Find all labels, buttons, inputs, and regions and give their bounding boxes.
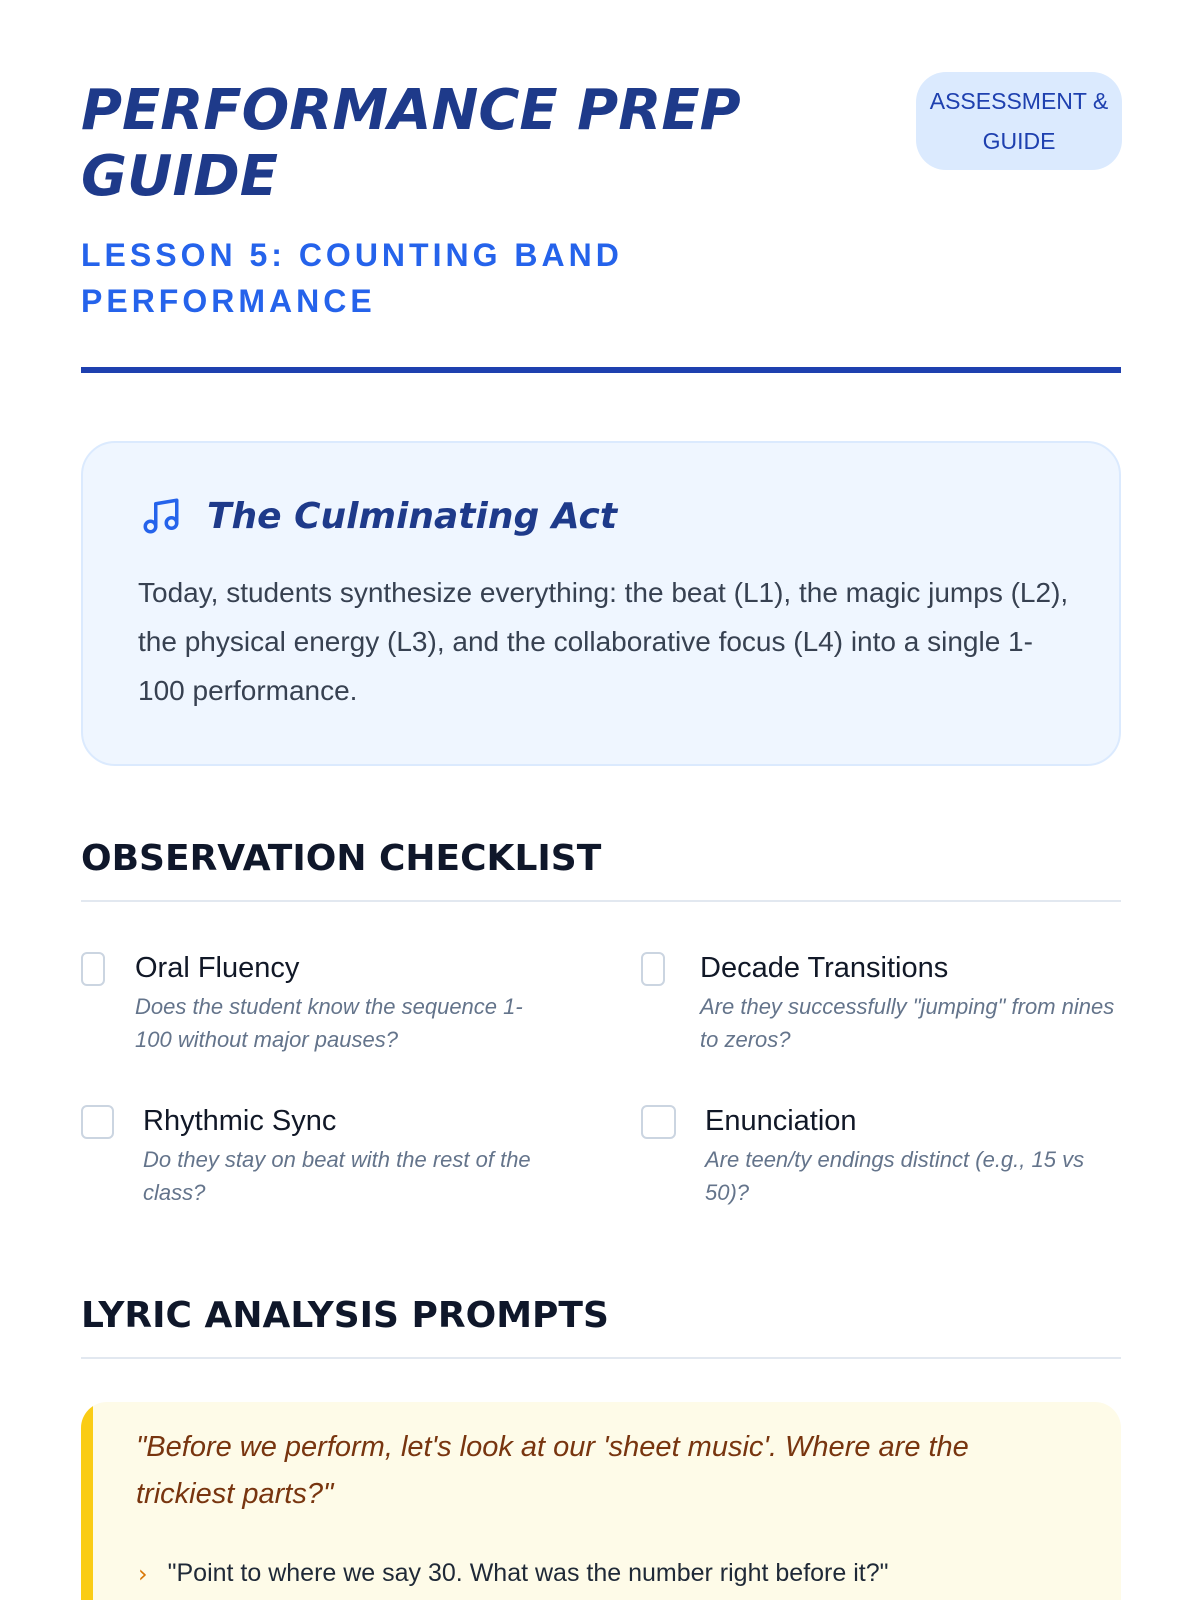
prompt-text: "Point to where we say 30. What was the number right before it?" [167, 1559, 889, 1587]
checklist-item-label: Oral Fluency [135, 952, 300, 984]
chevron-right-icon: › [138, 1559, 148, 1588]
lyric-divider [81, 1357, 1121, 1359]
music-note-icon [140, 495, 182, 537]
observation-checklist-title: OBSERVATION CHECKLIST [81, 838, 602, 879]
assessment-badge: ASSESSMENT & GUIDE [916, 72, 1122, 170]
callout-header [140, 495, 617, 537]
checklist-divider [81, 900, 1121, 902]
checkbox-rhythmic-sync[interactable] [81, 1105, 114, 1139]
checklist-item-description: Do they stay on beat with the rest of the class? [143, 1147, 531, 1205]
callout-title: The Culminating Act [207, 495, 618, 537]
checklist-item-description: Does the student know the sequence 1-100 without major pauses? [135, 994, 523, 1052]
culminating-act-callout [81, 441, 1121, 766]
prompt-accent-bar [81, 1402, 93, 1600]
checkbox-decade-transitions[interactable] [641, 952, 665, 986]
checklist-item-label: Enunciation [705, 1105, 857, 1137]
checkbox-oral-fluency[interactable] [81, 952, 105, 986]
checklist-item-description: Are teen/ty endings distinct (e.g., 15 vs 50)? [705, 1147, 1085, 1205]
prompt-list-item [138, 1559, 889, 1588]
callout-body: Today, students synthesize everything: the beat (L1), the magic jumps (L2), the physical energy (L3), and the collaborative focus (L4) into a single 1-100 performance. [138, 577, 1069, 706]
checklist-item-description: Are they successfully "jumping" from nines to zeros? [700, 994, 1115, 1052]
checklist-item-label: Rhythmic Sync [143, 1105, 337, 1137]
checklist-item-label: Decade Transitions [700, 952, 949, 984]
page-title: PERFORMANCE PREP GUIDE [81, 78, 741, 209]
header-divider [81, 367, 1121, 373]
checkbox-enunciation[interactable] [641, 1105, 676, 1139]
prompt-quote: "Before we perform, let's look at our 'sheet music'. Where are the trickiest parts?" [136, 1431, 969, 1510]
lesson-subtitle: LESSON 5: COUNTING BAND PERFORMANCE [81, 237, 623, 319]
lyric-prompt-card [81, 1402, 1121, 1600]
lyric-analysis-title: LYRIC ANALYSIS PROMPTS [81, 1295, 609, 1336]
